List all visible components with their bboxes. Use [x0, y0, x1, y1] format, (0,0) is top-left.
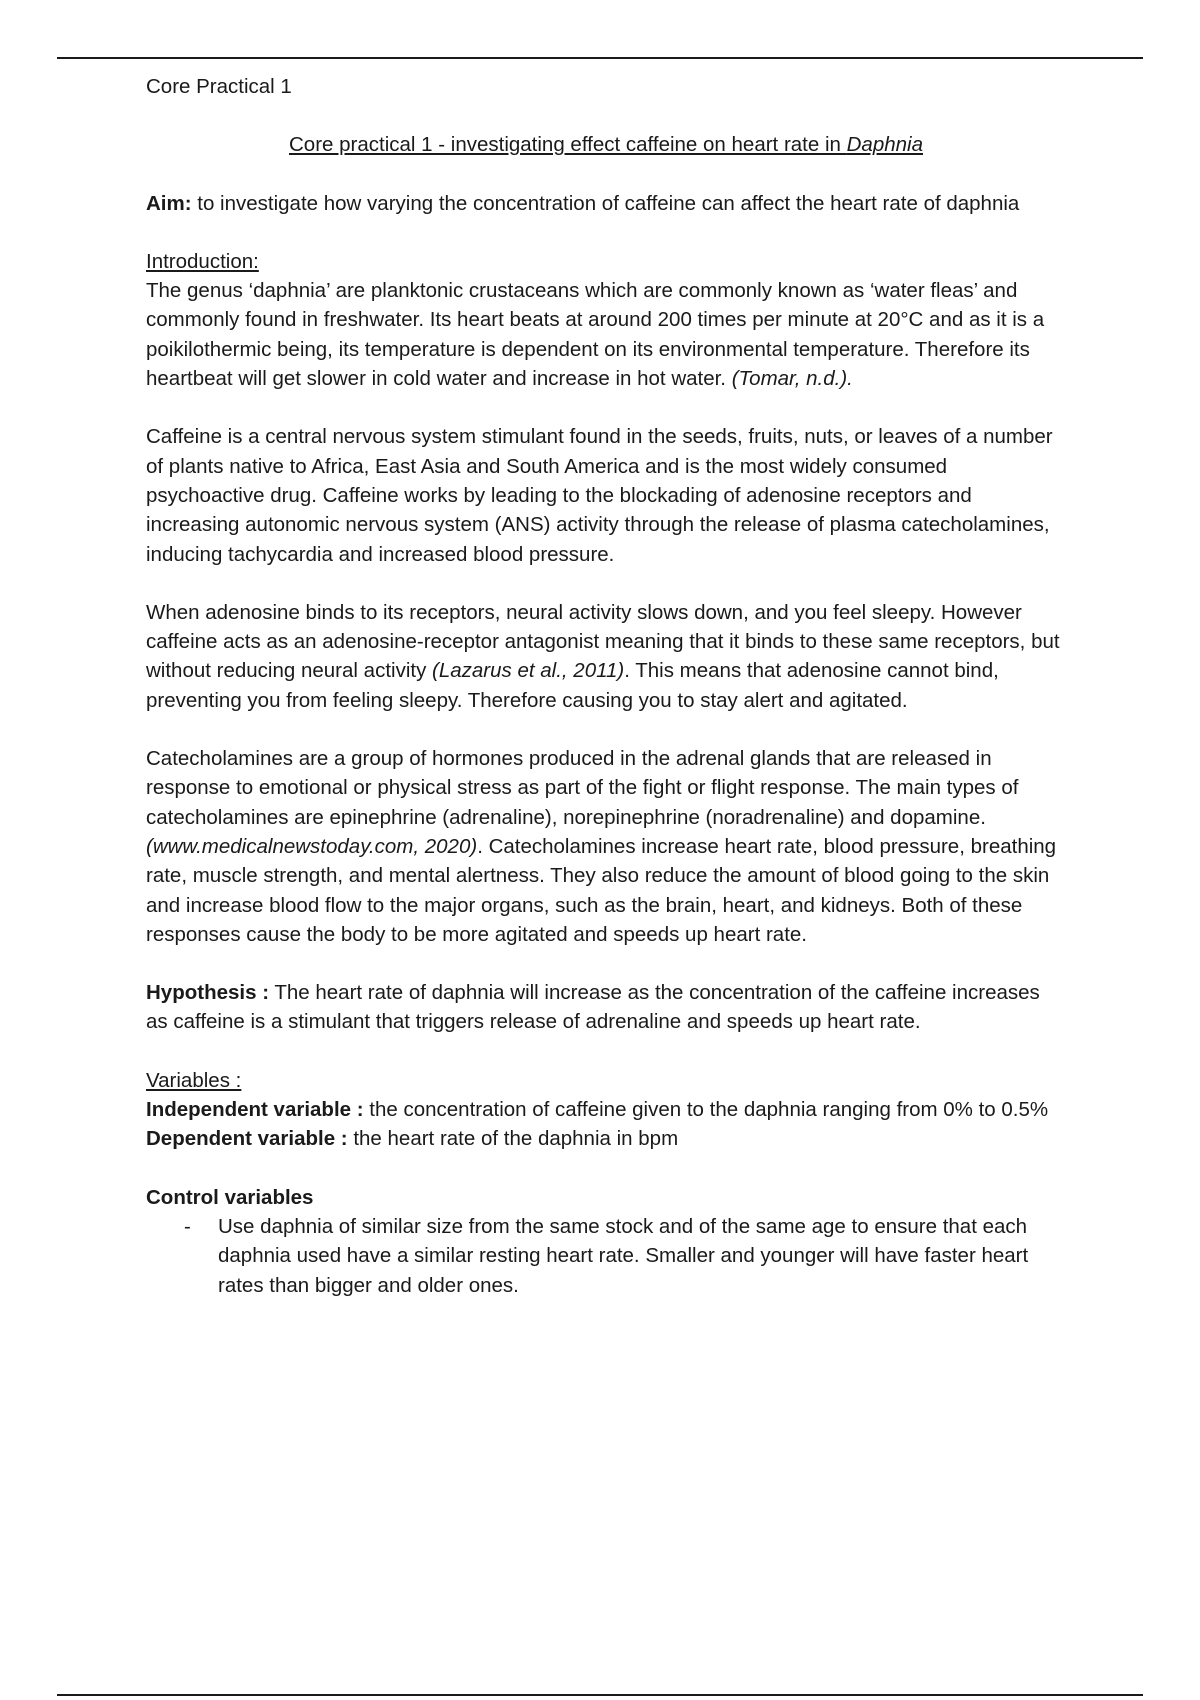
document-title [146, 130, 1066, 159]
dependent-variable-label: Dependent variable : [146, 1127, 348, 1151]
dependent-variable [146, 1124, 1066, 1153]
introduction-paragraph-1-text: The genus ‘daphnia’ are planktonic crustaceans which are commonly known as ‘water fleas’ and commonly found in freshwater. Its heart beats at around 200 times per minute at 20°C and as it is a poikilothermic being, its temperature is dependent on its environmental temperature. Therefore its heartbeat will get slower in cold water and increase in hot water. [146, 279, 1045, 391]
introduction-paragraph-3-text-b: . This means that adenosine cannot bind, preventing you from feeling sleepy. Therefore causing you to stay alert and agitated. [146, 659, 999, 712]
list-item-marker: - [184, 1214, 191, 1238]
introduction-heading: Introduction: [146, 249, 259, 273]
independent-variable-text: the concentration of caffeine given to the daphnia ranging from 0% to 0.5% [363, 1098, 1049, 1122]
hypothesis-paragraph [146, 978, 1066, 1037]
aim-text: to investigate how varying the concentration of caffeine can affect the heart rate of daphnia [191, 191, 1020, 215]
variables-heading: Variables : [146, 1068, 242, 1092]
introduction-citation-medicalnewstoday: (www.medicalnewstoday.com, 2020) [146, 834, 478, 858]
hypothesis-label: Hypothesis : [146, 981, 270, 1005]
independent-variable-label: Independent variable : [146, 1098, 364, 1122]
aim-label: Aim: [146, 191, 192, 215]
page-header-label: Core Practical 1 [146, 75, 292, 98]
top-rule [57, 57, 1143, 59]
aim-paragraph [146, 189, 1066, 218]
list-item-text: Use daphnia of similar size from the same stock and of the same age to ensure that each daphnia used have a similar resting heart rate. Smaller and younger will have faster heart rates than bigger and older ones. [218, 1214, 1029, 1297]
independent-variable [146, 1095, 1066, 1124]
control-variables-heading [146, 1183, 1066, 1212]
document-title-text: Core practical 1 - investigating effect caffeine on heart rate in [289, 133, 847, 157]
document-title-species: Daphnia [846, 133, 923, 157]
introduction-paragraph-1 [146, 276, 1066, 393]
bottom-rule [57, 1694, 1143, 1696]
document-body [146, 60, 1066, 1300]
introduction-paragraph-4 [146, 744, 1066, 949]
introduction-paragraph-2: Caffeine is a central nervous system stimulant found in the seeds, fruits, nuts, or leaves of a number of plants native to Africa, East Asia and South America and is the most widely consumed psychoactive drug. Caffeine works by leading to the blockading of adenosine receptors and increasing autonomic nervous system (ANS) activity through the release of plasma catecholamines, inducing tachycardia and increased blood pressure. [146, 425, 1053, 566]
introduction-paragraph-4-text-b: . Catecholamines increase heart rate, blood pressure, breathing rate, muscle strength, and mental alertness. They also reduce the amount of blood going to the skin and increase blood flow to the major organs, such as the brain, heart, and kidneys. Both of these responses cause the body to be more agitated and speeds up heart rate. [146, 834, 1057, 946]
list-item [146, 1212, 1066, 1300]
control-variables-list [146, 1212, 1066, 1300]
introduction-paragraph-4-text-a: Catecholamines are a group of hormones produced in the adrenal glands that are released in response to emotional or physical stress as part of the fight or flight response. The main types of catecholamines are epinephrine (adrenaline), norepinephrine (noradrenaline) and dopamine. [146, 747, 1019, 829]
introduction-paragraph-3-text-a: When adenosine binds to its receptors, neural activity slows down, and you feel sleepy. However caffeine acts as an adenosine-receptor antagonist meaning that it binds to these same receptors, but without reducing neural activity [146, 600, 1060, 683]
introduction-citation-lazarus: (Lazarus et al., 2011) [432, 659, 625, 683]
dependent-variable-text: the heart rate of the daphnia in bpm [347, 1127, 679, 1151]
introduction-paragraph-3 [146, 598, 1066, 715]
introduction-citation-tomar: (Tomar, n.d.). [731, 367, 853, 391]
hypothesis-text: The heart rate of daphnia will increase as the concentration of the caffeine increases as caffeine is a stimulant that triggers release of adrenaline and speeds up heart rate. [146, 981, 1040, 1034]
control-variables-heading-text: Control variables [146, 1185, 314, 1209]
